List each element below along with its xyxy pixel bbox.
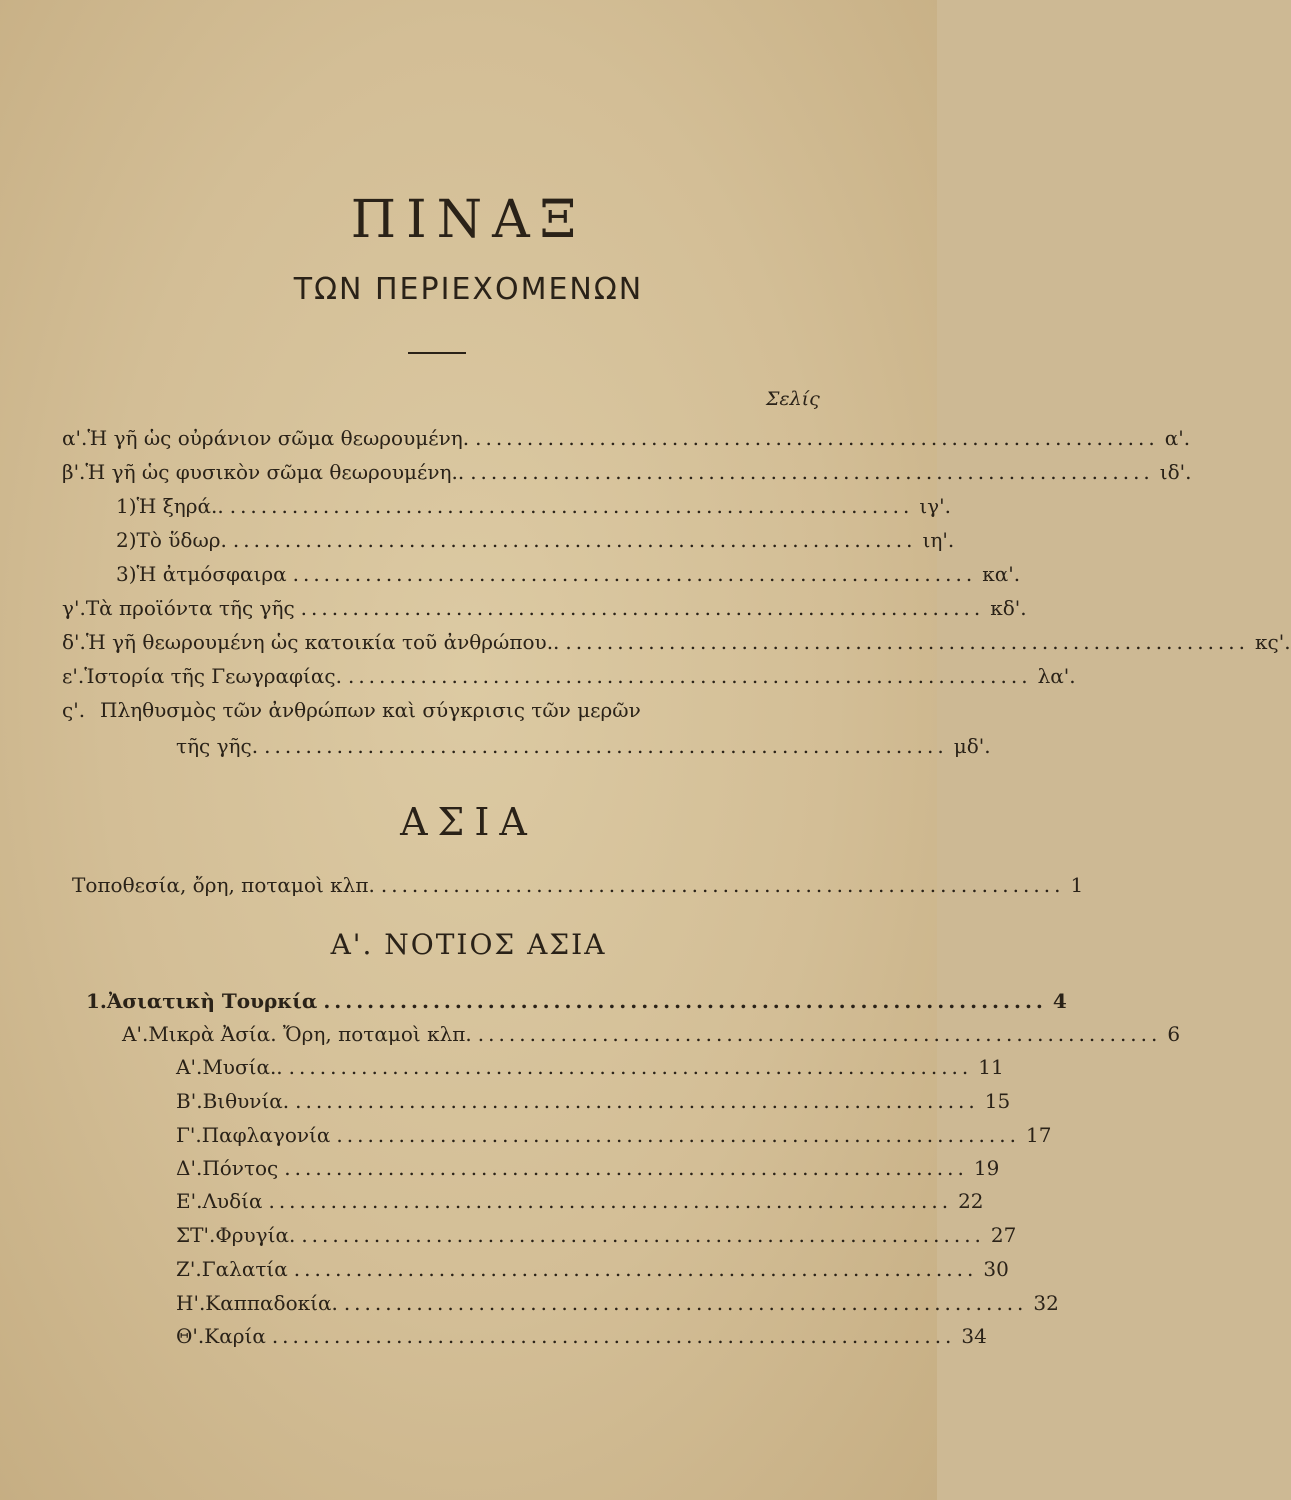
dot-leader: .................................................................. (293, 1257, 978, 1281)
toc-entry-text: Ἡ ξηρά.. (136, 494, 224, 518)
toc-entry-number: Η'. (176, 1291, 206, 1315)
toc-entry (62, 627, 1291, 657)
toc-entry-text: Ἡ γῆ θεωρουμένη ὡς κατοικία τοῦ ἀνθρώπου.. (85, 630, 560, 654)
toc-entry (176, 1086, 1011, 1116)
dot-leader: .................................................................. (271, 1324, 956, 1348)
toc-entry-number: α'. (62, 426, 88, 450)
toc-entry-text: Γαλατία (201, 1257, 288, 1281)
toc-entry-page: λα'. (1037, 664, 1076, 688)
dot-leader: .................................................................. (323, 989, 1047, 1013)
dot-leader: .................................................................. (284, 1156, 968, 1180)
toc-entry-number: γ'. (62, 596, 86, 620)
toc-entry-number: Θ'. (176, 1324, 205, 1348)
toc-entry-text: Βιθυνία. (202, 1089, 290, 1113)
toc-entry (176, 731, 991, 761)
dot-leader: .................................................................. (268, 1189, 953, 1213)
toc-entry-text: Ἀσιατικὴ Τουρκία (106, 989, 318, 1013)
dot-leader: .................................................................. (295, 1089, 979, 1113)
toc-entry (176, 1321, 987, 1351)
toc-entry (176, 1052, 1004, 1082)
toc-entry-number: Α'. (122, 1022, 149, 1046)
pages-column-label: Σελίς (766, 388, 820, 410)
dot-leader: .................................................................. (477, 1022, 1162, 1046)
toc-entry (62, 695, 797, 725)
dot-leader: .................................................................. (301, 1223, 985, 1247)
dot-leader: .................................................................. (292, 562, 977, 586)
dot-leader: .................................................................. (380, 873, 1065, 897)
toc-entry (176, 1186, 984, 1216)
toc-entry-number: Γ'. (176, 1123, 202, 1147)
toc-entry-text: Ἱστορία τῆς Γεωγραφίας. (84, 664, 342, 688)
toc-entry-text: Μυσία.. (202, 1055, 283, 1079)
toc-entry (176, 1120, 1052, 1150)
dot-leader: .................................................................. (336, 1123, 1020, 1147)
toc-entry-page: κα'. (982, 562, 1021, 586)
toc-entry-text: Τὸ ὕδωρ. (136, 528, 227, 552)
toc-entry-text: Ἡ γῆ ὡς οὐράνιον σῶμα θεωρουμένη. (87, 426, 470, 450)
toc-entry-page: 34 (961, 1324, 987, 1348)
toc-entry (176, 1153, 1000, 1183)
toc-entry-page: 11 (978, 1055, 1004, 1079)
toc-entry-text: Καρία (204, 1324, 266, 1348)
section-heading-asia: ΑΣΙΑ (400, 800, 537, 844)
toc-entry-number: 2) (116, 528, 137, 552)
toc-entry-number: β'. (62, 460, 86, 484)
toc-entry (116, 525, 955, 555)
toc-entry-page: 19 (973, 1156, 1000, 1180)
toc-entry-number: ΣΤ'. (176, 1223, 216, 1247)
toc-entry-text: Ἡ ἀτμόσφαιρα (136, 562, 287, 586)
dot-leader: .................................................................. (470, 460, 1154, 484)
toc-entry-page: 32 (1033, 1291, 1059, 1315)
toc-entry-page: 27 (990, 1223, 1017, 1247)
page-subtitle: ΤΩΝ ΠΕΡΙΕΧΟΜΕΝΩΝ (293, 272, 644, 307)
dot-leader: .................................................................. (347, 664, 1032, 688)
dot-leader: .................................................................. (264, 734, 948, 758)
toc-entry-number: Α'. (176, 1055, 203, 1079)
toc-entry (176, 1220, 1017, 1250)
toc-entry-text: τῆς γῆς. (176, 734, 259, 758)
dot-leader: .................................................................. (343, 1291, 1028, 1315)
toc-entry-number: 3) (116, 562, 137, 586)
dot-leader: .................................................................. (288, 1055, 973, 1079)
toc-entry (62, 661, 1076, 691)
toc-entry-number: Β'. (176, 1089, 203, 1113)
toc-entry (116, 491, 951, 521)
toc-entry (122, 1019, 1181, 1049)
dot-leader: .................................................................. (565, 630, 1249, 654)
toc-entry-page: 1 (1070, 873, 1084, 897)
toc-entry-text: Τὰ προϊόντα τῆς γῆς (85, 596, 295, 620)
toc-entry-number: Δ'. (176, 1156, 203, 1180)
toc-entry-text: Λυδία (202, 1189, 263, 1213)
toc-entry-page: ιγ'. (919, 494, 951, 518)
toc-entry-page: κς'. (1255, 630, 1291, 654)
dot-leader: .................................................................. (229, 494, 914, 518)
toc-entry-page: ιη'. (922, 528, 955, 552)
page-title: ΠΙΝΑΞ (350, 190, 587, 250)
toc-entry-number: ς'. (62, 698, 86, 722)
toc-entry-text: Μικρὰ Ἀσία. Ὄρη, ποταμοὶ κλπ. (148, 1022, 472, 1046)
toc-entry-page: 22 (958, 1189, 984, 1213)
toc-entry (116, 559, 1021, 589)
toc-entry (176, 1254, 1009, 1284)
dot-leader: .................................................................. (475, 426, 1159, 450)
toc-entry-page: 17 (1025, 1123, 1052, 1147)
toc-entry-text: Ἡ γῆ ὡς φυσικὸν σῶμα θεωρουμένη.. (85, 460, 465, 484)
toc-entry-number: δ'. (62, 630, 86, 654)
toc-entry (62, 593, 1027, 623)
toc-entry-text: Καππαδοκία. (205, 1291, 338, 1315)
toc-entry-page: 15 (984, 1089, 1011, 1113)
toc-entry (62, 457, 1192, 487)
toc-entry-page: 4 (1052, 989, 1067, 1013)
toc-entry-page: 6 (1167, 1022, 1181, 1046)
toc-entry-number: Ε'. (176, 1189, 203, 1213)
toc-entry-text: Φρυγία. (215, 1223, 296, 1247)
toc-entry-text: Πληθυσμὸς τῶν ἀνθρώπων καὶ σύγκρισις τῶν μερῶν (100, 698, 641, 722)
dot-leader: .................................................................. (300, 596, 985, 620)
divider-rule (408, 352, 466, 354)
toc-entry-number: Ζ'. (176, 1257, 202, 1281)
toc-entry-text: Πόντος (202, 1156, 279, 1180)
toc-entry-page: κδ'. (990, 596, 1027, 620)
toc-entry-page: 30 (983, 1257, 1009, 1281)
toc-entry-page: α'. (1164, 426, 1191, 450)
toc-entry (62, 423, 1191, 453)
section-heading-south-asia: Α'. ΝΟΤΙΟΣ ΑΣΙΑ (330, 928, 607, 961)
dot-leader: .................................................................. (232, 528, 917, 552)
toc-entry-number: 1) (116, 494, 137, 518)
toc-entry-text: Παφλαγονία (201, 1123, 331, 1147)
toc-entry-page: ιδ'. (1159, 460, 1192, 484)
toc-entry (176, 1288, 1059, 1318)
toc-entry (72, 870, 1084, 900)
toc-entry-page: μδ'. (953, 734, 991, 758)
toc-entry-number: 1. (86, 989, 107, 1013)
toc-entry (86, 986, 1067, 1016)
toc-entry-number: ε'. (62, 664, 85, 688)
toc-entry-text: Τοποθεσία, ὄρη, ποταμοὶ κλπ. (72, 873, 375, 897)
